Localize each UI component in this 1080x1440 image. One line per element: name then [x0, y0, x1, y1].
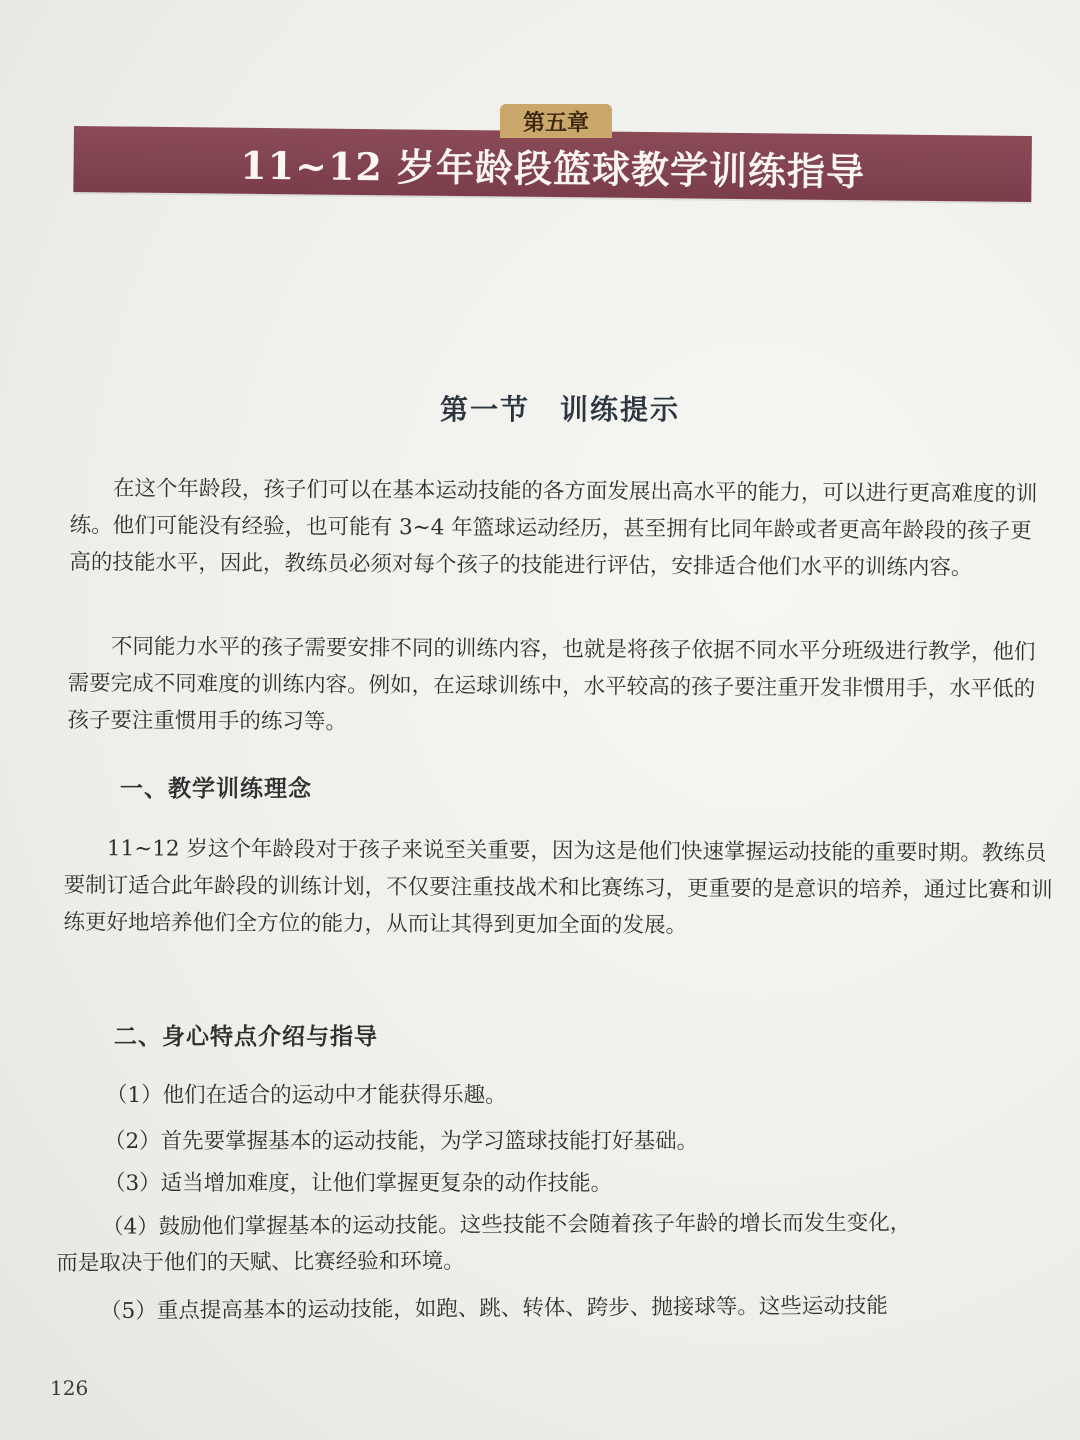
page-number: 126 — [50, 1376, 89, 1400]
list-item-4 — [56, 1205, 1066, 1282]
paragraph-levels: 不同能力水平的孩子需要安排不同的训练内容，也就是将孩子依据不同水平分班级进行教学，他们需要完成不同难度的训练内容。例如，在运球训练中，水平较高的孩子要注重开发非惯用手，水平低的孩子要注重惯用手的练习等。 — [67, 634, 1036, 735]
list-item-1: （1）他们在适合的运动中才能获得乐趣。 — [106, 1083, 507, 1108]
section-title: 第一节 训练提示 — [439, 393, 680, 426]
list-item-3: （3）适当增加难度，让他们掌握更复杂的动作技能。 — [104, 1171, 613, 1196]
list-item-2: （2）首先要掌握基本的运动技能，为学习篮球技能打好基础。 — [104, 1129, 699, 1154]
chapter-tag: 第五章 — [500, 104, 612, 138]
chapter-title: 11~12 岁年龄段篮球教学训练指导 — [240, 142, 866, 194]
list-item-5: （5）重点提高基本的运动技能，如跑、跳、转体、跨步、抛接球等。这些运动技能 — [100, 1293, 888, 1324]
list-item-4-line-1: （4）鼓励他们掌握基本的运动技能。这些技能不会随着孩子年龄的增长而发生变化， — [102, 1210, 912, 1240]
paragraph-philosophy: 11~12 岁这个年龄段对于孩子来说至关重要，因为这是他们快速掌握运动技能的重要时期。教练员要制订适合此年龄段的训练计划，不仅要注重技战术和比赛练习，更重要的是意识的培养，通过比赛和训练更好地培养他们全方位的能力，从而让其得到更加全面的发展。 — [63, 836, 1053, 939]
list-item-4-line-2: 而是取决于他们的天赋、比赛经验和环境。 — [56, 1248, 465, 1276]
heading-characteristics: 二、身心特点介绍与指导 — [114, 1024, 378, 1050]
paragraph-intro: 在这个年龄段，孩子们可以在基本运动技能的各方面发展出高水平的能力，可以进行更高难度的训练。他们可能没有经验，也可能有 3~4 年篮球运动经历，甚至拥有比同年龄或者更高年龄段的孩子更高的技能水平，因此，教练员必须对每个孩子的技能进行评估，安排适合他们水平的训练内容。 — [69, 476, 1038, 581]
heading-training-philosophy: 一、教学训练理念 — [120, 776, 312, 802]
